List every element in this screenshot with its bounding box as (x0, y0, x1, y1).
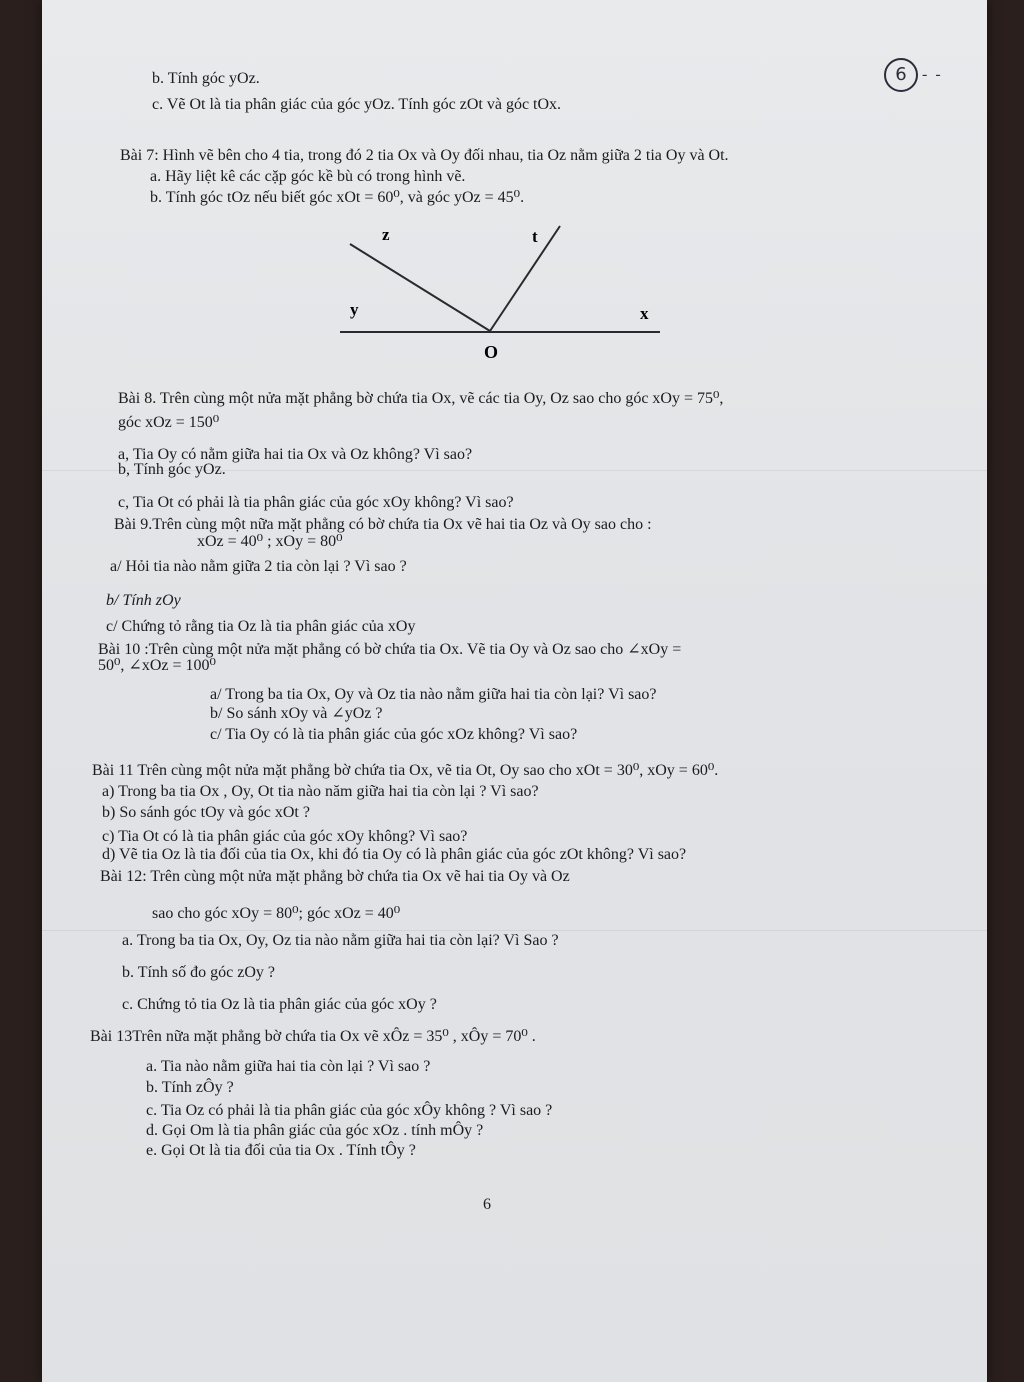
ray-oz (350, 244, 490, 331)
label-t: t (532, 227, 538, 246)
label-x: x (640, 304, 649, 323)
exercise-10-part-a: a/ Trong ba tia Ox, Oy và Oz tia nào nằm giữa hai tia còn lại? Vì sao? (210, 686, 657, 703)
exercise-11-part-b: b) So sánh góc tOy và góc xOt ? (102, 804, 310, 821)
exercise-10-title: Bài 10 :Trên cùng một nửa mặt phẳng có bờ chứa tia Ox. Vẽ tia Oy và Oz sao cho ∠xOy = (98, 641, 682, 658)
exercise-13-title: Bài 13Trên nữa mặt phẳng bờ chứa tia Ox vẽ xÔz = 35⁰ , xÔy = 70⁰ . (90, 1028, 536, 1045)
exercise-9-part-b: b/ Tính zOy (106, 592, 181, 609)
exercise-7-title: Bài 7: Hình vẽ bên cho 4 tia, trong đó 2 tia Ox và Oy đối nhau, tia Oz nằm giữa 2 tia Oy và Ot. (120, 147, 729, 164)
stamp-marks: - - (922, 66, 943, 83)
exercise-13-part-c: c. Tia Oz có phải là tia phân giác của góc xÔy không ? Vì sao ? (146, 1102, 553, 1119)
exercise-12-part-b: b. Tính số đo góc zOy ? (122, 964, 276, 981)
exercise-12-part-c: c. Chứng tỏ tia Oz là tia phân giác của góc xOy ? (122, 996, 437, 1013)
ray-ot (490, 226, 560, 331)
exercise-13-part-e: e. Gọi Ot là tia đối của tia Ox . Tính tÔy ? (146, 1142, 416, 1159)
exercise-10-angle: 50⁰, ∠xOz = 100⁰ (98, 657, 216, 674)
exercise-11-part-d: d) Vẽ tia Oz là tia đối của tia Ox, khi đó tia Oy có là phân giác của góc zOt không? Vì sao? (102, 846, 687, 863)
label-y: y (350, 300, 359, 319)
label-z: z (382, 225, 390, 244)
exercise-9-equation: xOz = 40⁰ ; xOy = 80⁰ (197, 533, 343, 550)
exercise-9-title: Bài 9.Trên cùng một nữa mặt phẳng có bờ chứa tia Ox vẽ hai tia Oz và Oy sao cho : (114, 516, 652, 533)
exercise-7-part-a: a. Hãy liệt kê các cặp góc kề bù có trong hình vẽ. (150, 168, 466, 185)
exercise-6-part-c: c. Vẽ Ot là tia phân giác của góc yOz. Tính góc zOt và góc tOx. (152, 96, 562, 113)
exercise-12-title: Bài 12: Trên cùng một nửa mặt phẳng bờ chứa tia Ox vẽ hai tia Oy và Oz (100, 868, 570, 885)
exercise-13-part-a: a. Tia nào nằm giữa hai tia còn lại ? Vì sao ? (146, 1058, 431, 1075)
exercise-8-part-c: c, Tia Ot có phải là tia phân giác của góc xOy không? Vì sao? (118, 494, 514, 511)
exercise-9-part-a: a/ Hỏi tia nào nằm giữa 2 tia còn lại ? Vì sao ? (110, 558, 407, 575)
exercise-11-part-c: c) Tia Ot có là tia phân giác của góc xOy không? Vì sao? (102, 828, 468, 845)
exercise-7-part-b: b. Tính góc tOz nếu biết góc xOt = 60⁰, và góc yOz = 45⁰. (150, 189, 525, 206)
exercise-8-part-b: b, Tính góc yOz. (118, 461, 226, 478)
exercise-13-part-d: d. Gọi Om là tia phân giác của góc xOz . tính mÔy ? (146, 1122, 484, 1139)
ray-figure (332, 220, 672, 360)
exercise-8-part-a: a, Tia Oy có nằm giữa hai tia Ox và Oz không? Vì sao? (118, 446, 473, 463)
page-number-stamp: 6 (884, 58, 918, 92)
exercise-10-part-b: b/ So sánh xOy và ∠yOz ? (210, 705, 383, 722)
exercise-8-angle: góc xOz = 150⁰ (118, 414, 220, 431)
exercise-11-part-a: a) Trong ba tia Ox , Oy, Ot tia nào năm giữa hai tia còn lại ? Vì sao? (102, 783, 539, 800)
exercise-11-title: Bài 11 Trên cùng một nửa mặt phẳng bờ chứa tia Ox, vẽ tia Ot, Oy sao cho xOt = 30⁰, xOy = 60⁰. (92, 762, 719, 779)
exercise-12-angles: sao cho góc xOy = 80⁰; góc xOz = 40⁰ (152, 905, 401, 922)
page-number: 6 (483, 1196, 491, 1213)
exercise-9-part-c: c/ Chứng tỏ rằng tia Oz là tia phân giác của xOy (106, 618, 416, 635)
exercise-12-part-a: a. Trong ba tia Ox, Oy, Oz tia nào nằm giữa hai tia còn lại? Vì Sao ? (122, 932, 559, 949)
exercise-13-part-b: b. Tính zÔy ? (146, 1079, 234, 1096)
exercise-10-part-c: c/ Tia Oy có là tia phân giác của góc xOz không? Vì sao? (210, 726, 578, 743)
exercise-8-title: Bài 8. Trên cùng một nửa mặt phẳng bờ chứa tia Ox, vẽ các tia Oy, Oz sao cho góc xOy = 75⁰, (118, 390, 724, 407)
exercise-6-part-b: b. Tính góc yOz. (152, 70, 260, 87)
worksheet-page (42, 0, 987, 1382)
label-o: O (484, 342, 499, 360)
